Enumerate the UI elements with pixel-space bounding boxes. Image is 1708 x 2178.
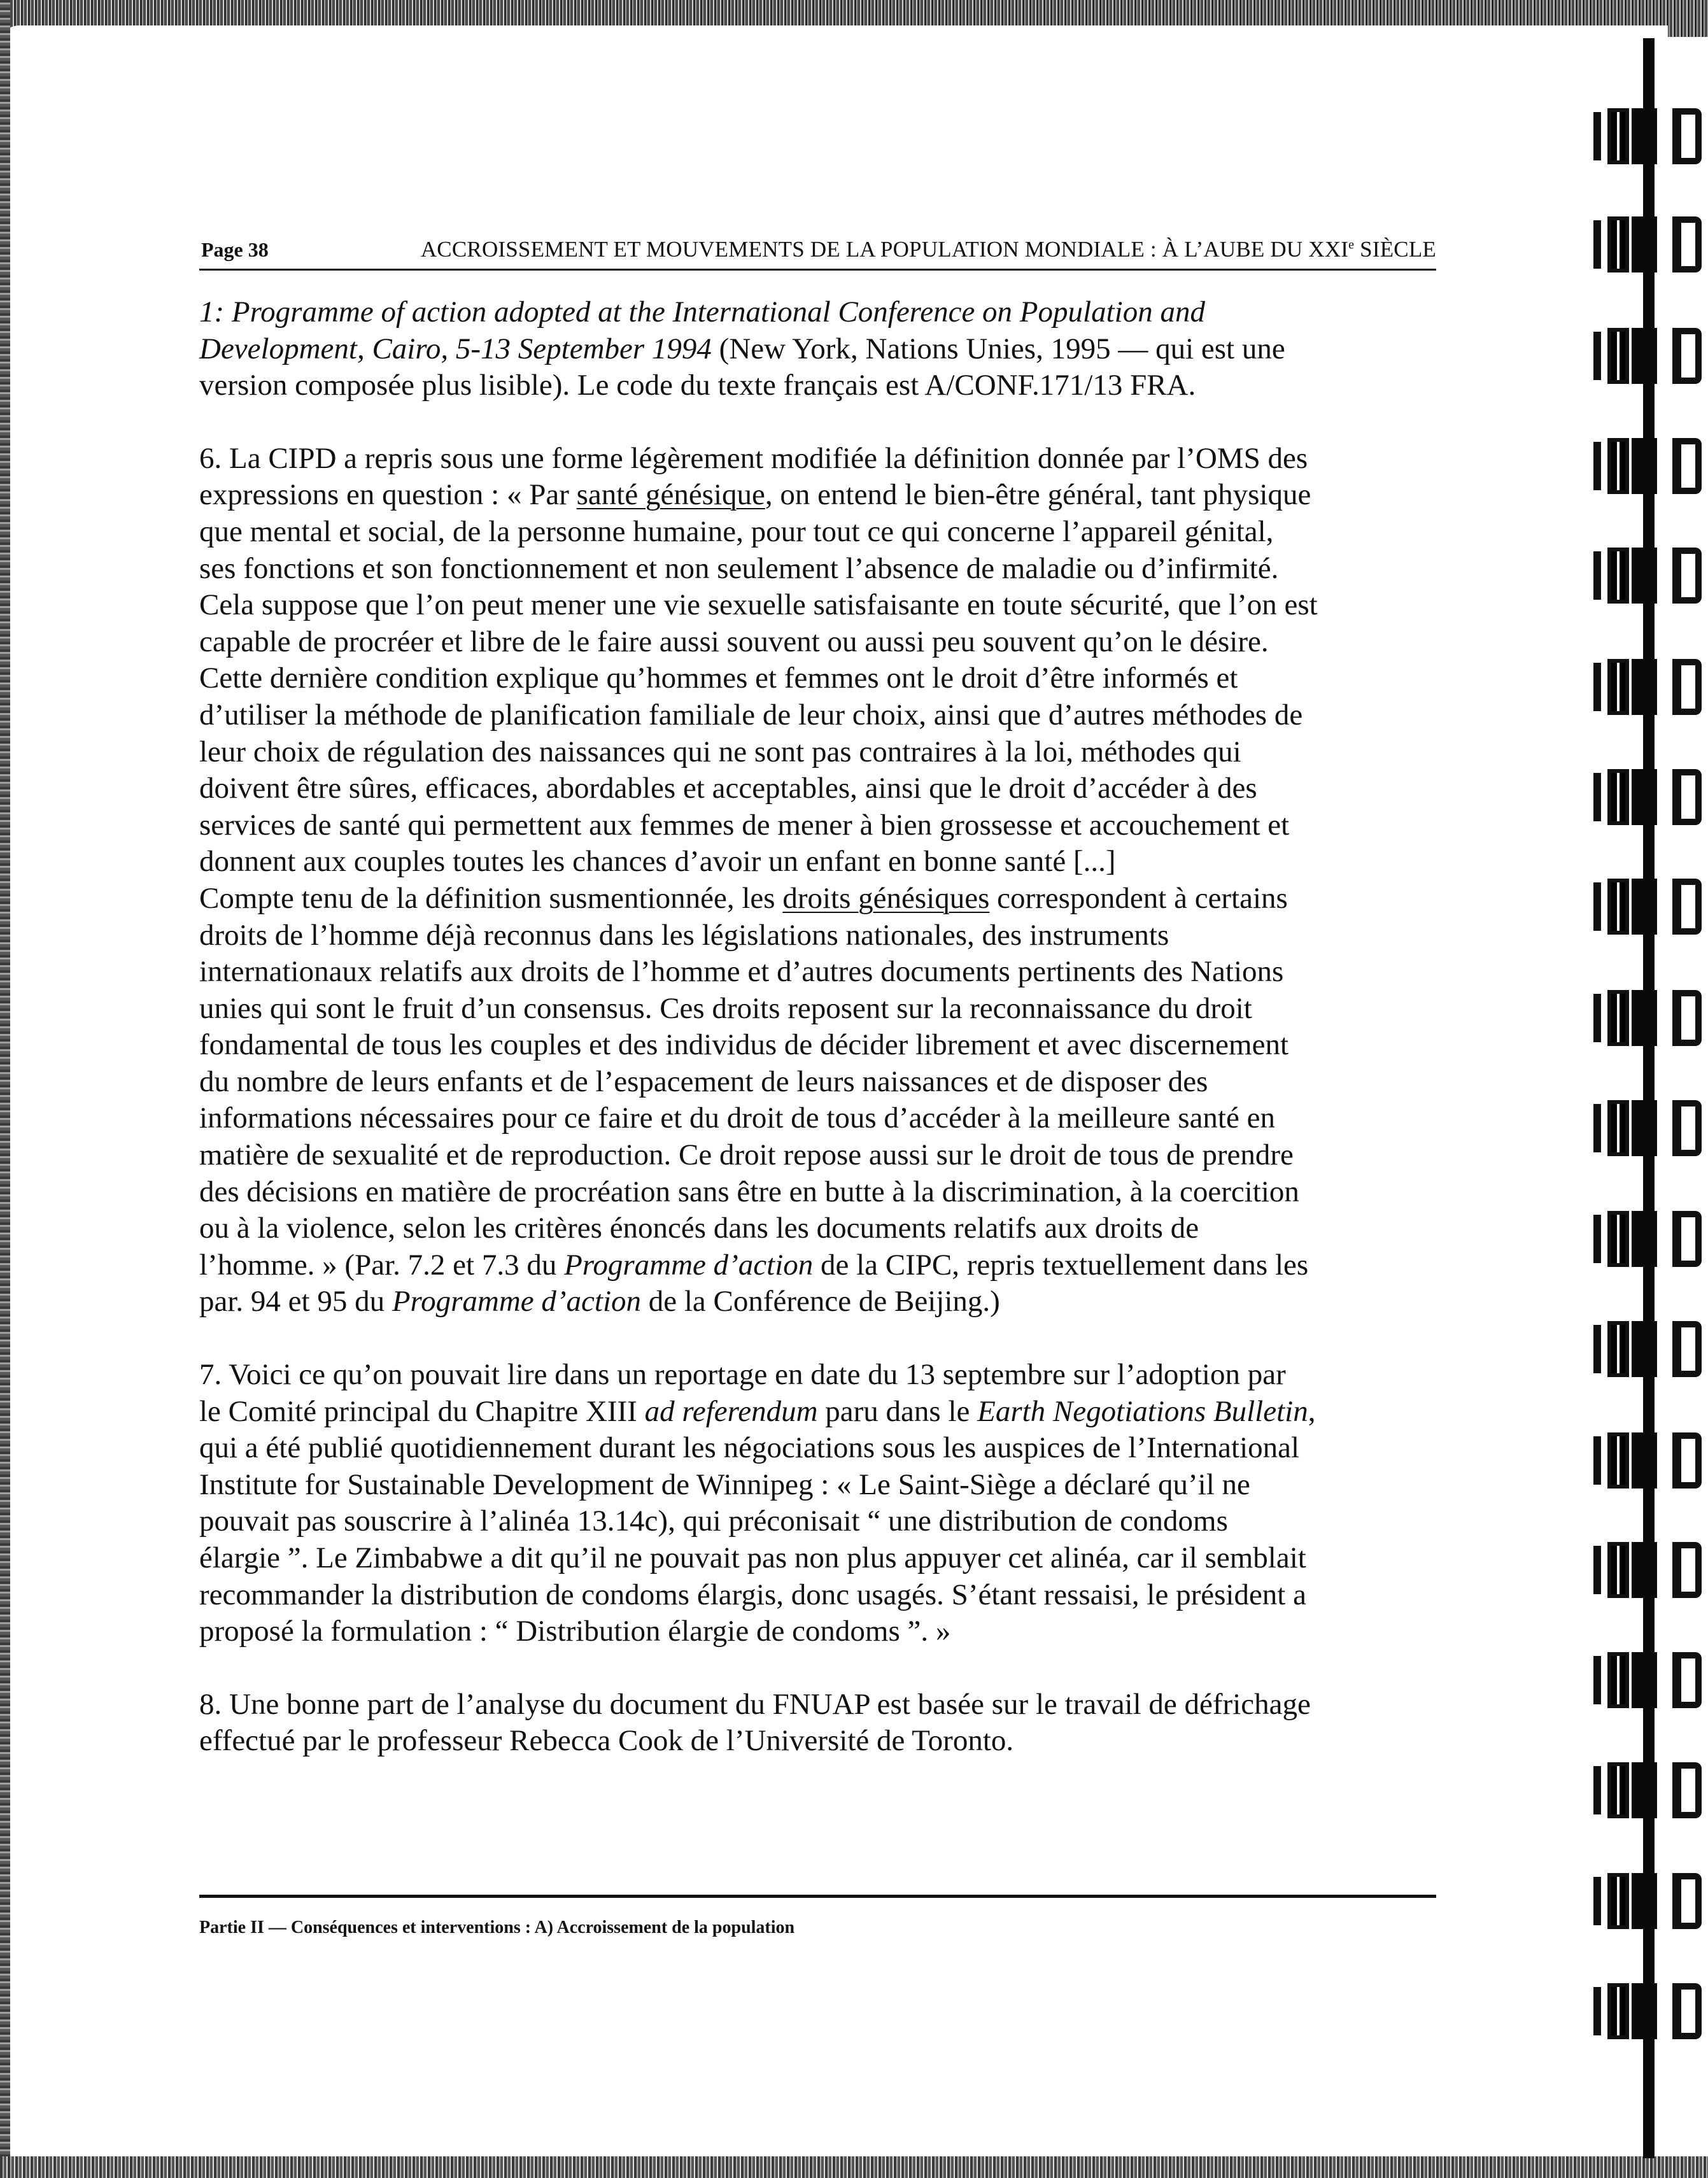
text-line: capable de procréer et libre de le faire aussi souvent ou aussi peu souvent qu’on le désire. (199, 625, 1269, 658)
text-line: informations nécessaires pour ce faire et du droit de tous d’accéder à la meilleure santé en (199, 1101, 1275, 1135)
italic-title: Earth Negotiations Bulletin (977, 1394, 1308, 1428)
note-1-text: version composée plus lisible). Le code du texte français est A/CONF.171/13 FRA. (199, 369, 1196, 402)
spiral-binding (1574, 38, 1708, 2158)
note-6-text: par. 94 et 95 du (199, 1285, 392, 1319)
note-6-text: l’homme. » (Par. 7.2 et 7.3 du (199, 1248, 565, 1282)
note-6-text: de la CIPC, repris textuellement dans les (813, 1248, 1309, 1282)
italic-term: ad referendum (644, 1394, 818, 1428)
text-line: internationaux relatifs aux droits de l’homme et d’autres documents pertinents des Nations (199, 955, 1284, 989)
text-line: ou à la violence, selon les critères énoncés dans les documents relatifs aux droits de (199, 1212, 1199, 1245)
binding-coil (1593, 1762, 1708, 1818)
note-1 (199, 294, 1441, 404)
page-header (199, 236, 1436, 271)
running-head-sup: e (1348, 237, 1355, 252)
text-line: services de santé qui permettent aux femmes de mener à bien grossesse et accouchement et (199, 808, 1290, 842)
italic-title: Programme d’action (564, 1248, 814, 1282)
footer-text: Partie II — Conséquences et interventions : A) Accroissement de la population (199, 1918, 795, 1937)
binding-coil (1593, 769, 1708, 825)
text-line: Cela suppose que l’on peut mener une vie sexuelle satisfaisante en toute sécurité, que l’on est (199, 588, 1318, 622)
text-line (199, 367, 1441, 404)
text-line: pouvait pas souscrire à l’alinéa 13.14c), qui préconisait “ une distribution de condoms (199, 1504, 1228, 1538)
page-body (199, 294, 1441, 1760)
text-line: 7. Voici ce qu’on pouvait lire dans un reportage en date du 13 septembre sur l’adoption par (199, 1358, 1286, 1392)
note-7-text: , (1308, 1394, 1316, 1428)
text-line: leur choix de régulation des naissances qui ne sont pas contraires à la loi, méthodes qui (199, 735, 1241, 768)
text-line: 6. La CIPD a repris sous une forme légèrement modifiée la définition donnée par l’OMS des (199, 441, 1308, 475)
text-line (199, 1247, 1441, 1284)
note-6-text: correspondent à certains (989, 881, 1288, 915)
note-8 (199, 1687, 1441, 1760)
text-line: 8. Une bonne part de l’analyse du document du FNUAP est basée sur le travail de défrichage (199, 1687, 1311, 1721)
note-1-text: (New York, Nations Unies, 1995 — qui est une (711, 332, 1285, 365)
text-line: des décisions en matière de procréation sans être en butte à la discrimination, à la coercition (199, 1175, 1299, 1208)
text-line: fondamental de tous les couples et des individus de décider librement et avec discernement (199, 1028, 1289, 1062)
note-6-text: Compte tenu de la définition susmentionnée, les (199, 881, 783, 915)
binding-coil (1593, 1100, 1708, 1156)
text-line: Institute for Sustainable Development de Winnipeg : « Le Saint-Siège a déclaré qu’il ne (199, 1467, 1250, 1501)
term-sante-genesique: santé génésique (576, 478, 765, 512)
text-line: donnent aux couples toutes les chances d’avoir un enfant en bonne santé [...] (199, 845, 1116, 879)
binding-coil (1593, 328, 1708, 384)
text-line: que mental et social, de la personne humaine, pour tout ce qui concerne l’appareil génital, (199, 514, 1274, 548)
text-line: matière de sexualité et de reproduction. Ce droit repose aussi sur le droit de tous de prendre (199, 1138, 1294, 1172)
note-6-text: , on entend le bien-être général, tant physique (765, 478, 1311, 512)
binding-coil (1593, 659, 1708, 715)
text-line (199, 477, 1441, 514)
note-7 (199, 1357, 1441, 1650)
binding-coil (1593, 1542, 1708, 1598)
text-line: qui a été publié quotidiennement durant les négociations sous les auspices de l’International (199, 1431, 1300, 1465)
note-6 (199, 441, 1441, 1320)
binding-coil (1593, 879, 1708, 935)
term-droits-genesiques: droits génésiques (782, 881, 990, 915)
text-line (199, 1283, 1441, 1320)
text-line: proposé la formulation : “ Distribution élargie de condoms ”. » (199, 1615, 951, 1648)
note-7-text: paru dans le (817, 1394, 978, 1428)
binding-coil (1593, 108, 1708, 164)
text-line: ses fonctions et son fonctionnement et non seulement l’absence de maladie ou d’infirmité. (199, 551, 1279, 585)
italic-title: Programme d’action (392, 1285, 642, 1319)
binding-coil (1593, 1873, 1708, 1929)
note-6-text: expressions en question : « Par (199, 478, 577, 512)
text-line (199, 1394, 1441, 1431)
binding-coil (1593, 990, 1708, 1046)
note-6-text: de la Conférence de Beijing.) (641, 1285, 1000, 1319)
binding-coil (1593, 548, 1708, 604)
binding-coil (1593, 1321, 1708, 1377)
note-1-title-cont: Development, Cairo, 5-13 September 1994 (199, 332, 712, 365)
footer-rule (199, 1895, 1436, 1898)
text-line: recommander la distribution de condoms élargis, donc usagés. S’étant ressaisi, le président a (199, 1578, 1306, 1611)
note-7-text: le Comité principal du Chapitre XIII (199, 1394, 645, 1428)
text-line (199, 294, 1441, 331)
running-head (421, 237, 1436, 262)
text-line (199, 880, 1441, 917)
note-1-title: 1: Programme of action adopted at the International Conference on Population and (199, 295, 1205, 329)
text-line: droits de l’homme déjà reconnus dans les législations nationales, des instruments (199, 918, 1169, 952)
text-line: doivent être sûres, efficaces, abordables et acceptables, ainsi que le droit d’accéder à des (199, 772, 1257, 805)
binding-coil (1593, 1432, 1708, 1489)
page-corner (0, 25, 1668, 45)
text-line: du nombre de leurs enfants et de l’espacement de leurs naissances et de disposer des (199, 1064, 1208, 1098)
scan-edge-left (0, 0, 10, 2178)
text-line: Cette dernière condition explique qu’hommes et femmes ont le droit d’être informés et (199, 661, 1238, 695)
text-line (199, 331, 1441, 368)
text-line: d’utiliser la méthode de planification familiale de leur choix, ainsi que d’autres méthodes de (199, 698, 1303, 732)
binding-coil (1593, 1652, 1708, 1708)
text-line: élargie ”. Le Zimbabwe a dit qu’il ne pouvait pas non plus appuyer cet alinéa, car il semblait (199, 1541, 1306, 1574)
text-line: unies qui sont le fruit d’un consensus. Ces droits reposent sur la reconnaissance du droit (199, 991, 1252, 1025)
binding-coil (1593, 216, 1708, 272)
text-line: effectué par le professeur Rebecca Cook de l’Université de Toronto. (199, 1724, 1014, 1758)
binding-coil (1593, 1211, 1708, 1267)
scan-edge-bottom (0, 2156, 1708, 2178)
binding-coil (1593, 438, 1708, 494)
binding-coil (1593, 1983, 1708, 2039)
page-number: Page 38 (201, 238, 269, 261)
running-head-end: SIÈCLE (1354, 237, 1436, 262)
running-head-text: ACCROISSEMENT ET MOUVEMENTS DE LA POPULATION MONDIALE : À L’AUBE DU XXI (420, 237, 1349, 262)
